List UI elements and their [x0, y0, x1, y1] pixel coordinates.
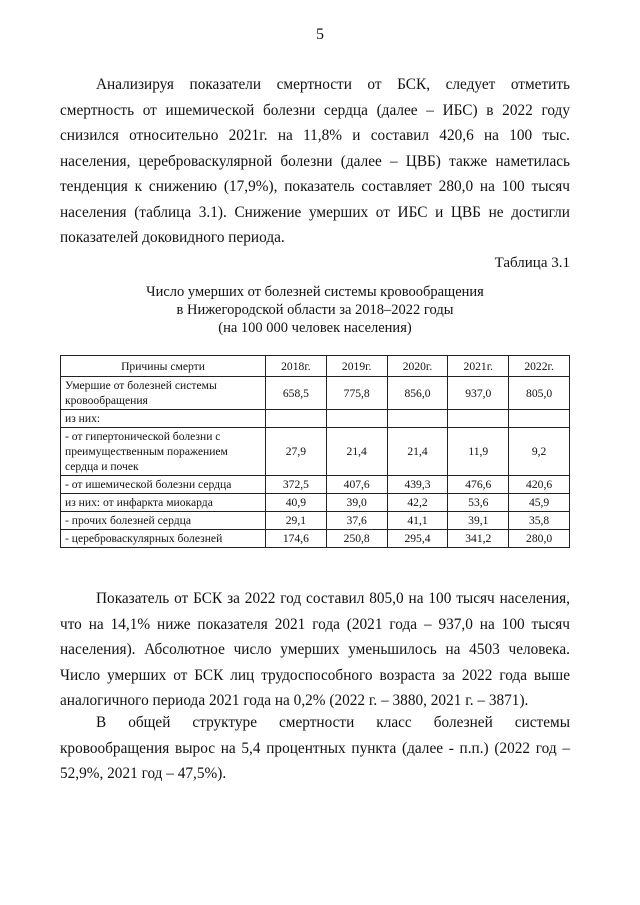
paragraph-structure: В общей структуре смертности класс болезней системы кровообращения вырос на 5,4 процентных пункта (далее - п.п.) (2022 год – 52,9%, 2021 год – 47,5%). — [60, 714, 570, 782]
value-cell — [266, 410, 327, 428]
value-cell: 11,9 — [448, 428, 509, 476]
value-cell: 420,6 — [509, 476, 570, 494]
value-cell: 856,0 — [387, 377, 448, 410]
value-cell — [387, 410, 448, 428]
table-row — [61, 428, 570, 476]
paragraph-intro: Анализируя показатели смертности от БСК, следует отметить смертность от ишемической болезни сердца (далее – ИБС) в 2022 году снизился относительно 2021г. на 11,8% и составил 420,6 на 100 тыс. населения, цереброваскулярной болезни (далее – ЦВБ) также наметилась тенденция к снижению (17,9%), показатель составляет 280,0 на 100 тысяч населения (таблица 3.1). Снижение умерших от ИБС и ЦВБ не достигли показателей доковидного периода. — [60, 76, 570, 246]
column-header: 2018г. — [266, 356, 327, 377]
mortality-table — [60, 355, 570, 548]
table-row — [61, 530, 570, 548]
value-cell: 39,1 — [448, 512, 509, 530]
value-cell — [509, 410, 570, 428]
cause-cell: из них: — [61, 410, 266, 428]
cause-cell: - от ишемической болезни сердца — [61, 476, 266, 494]
value-cell: 439,3 — [387, 476, 448, 494]
column-header: 2021г. — [448, 356, 509, 377]
column-header: 2019г. — [326, 356, 387, 377]
cause-cell: - цереброваскулярных болезней — [61, 530, 266, 548]
table-row — [61, 410, 570, 428]
table-title — [60, 283, 570, 337]
value-cell: 280,0 — [509, 530, 570, 548]
cause-cell: Умершие от болезней системы кровообращения — [61, 377, 266, 410]
table-title-line: (на 100 000 человек населения) — [218, 320, 412, 336]
value-cell — [448, 410, 509, 428]
table-row — [61, 512, 570, 530]
value-cell: 937,0 — [448, 377, 509, 410]
value-cell: 27,9 — [266, 428, 327, 476]
paragraph-bsk-total: Показатель от БСК за 2022 год составил 805,0 на 100 тысяч населения, что на 14,1% ниже показателя 2021 года (2021 года – 937,0 на 100 тысяч населения). Абсолютное число умерших уменьшилось на 4503 человека. Число умерших от БСК лиц трудоспособного возраста за 2022 года выше аналогичного периода 2021 года на 0,2% (2022 г. – 3880, 2021 г. – 3871). — [60, 590, 570, 709]
cause-cell: из них: от инфаркта миокарда — [61, 494, 266, 512]
value-cell: 21,4 — [387, 428, 448, 476]
value-cell: 805,0 — [509, 377, 570, 410]
value-cell: 658,5 — [266, 377, 327, 410]
table-row — [61, 377, 570, 410]
value-cell: 40,9 — [266, 494, 327, 512]
value-cell: 341,2 — [448, 530, 509, 548]
table-row — [61, 476, 570, 494]
cause-cell: - прочих болезней сердца — [61, 512, 266, 530]
value-cell: 174,6 — [266, 530, 327, 548]
value-cell: 41,1 — [387, 512, 448, 530]
value-cell: 35,8 — [509, 512, 570, 530]
value-cell: 21,4 — [326, 428, 387, 476]
value-cell: 29,1 — [266, 512, 327, 530]
value-cell: 775,8 — [326, 377, 387, 410]
page-number: 5 — [316, 26, 324, 43]
value-cell: 9,2 — [509, 428, 570, 476]
column-header: 2022г. — [509, 356, 570, 377]
value-cell: 53,6 — [448, 494, 509, 512]
value-cell: 372,5 — [266, 476, 327, 494]
table-title-line: Число умерших от болезней системы кровообращения — [146, 284, 484, 300]
table-body — [61, 377, 570, 548]
value-cell: 42,2 — [387, 494, 448, 512]
value-cell: 476,6 — [448, 476, 509, 494]
table-title-line: в Нижегородской области за 2018–2022 годы — [176, 302, 454, 318]
value-cell: 37,6 — [326, 512, 387, 530]
table-label: Таблица 3.1 — [494, 255, 570, 271]
value-cell: 39,0 — [326, 494, 387, 512]
table-header-row — [61, 356, 570, 377]
table-row — [61, 494, 570, 512]
value-cell: 250,8 — [326, 530, 387, 548]
column-header: Причины смерти — [61, 356, 266, 377]
value-cell: 45,9 — [509, 494, 570, 512]
value-cell: 295,4 — [387, 530, 448, 548]
cause-cell: - от гипертонической болезни с преимущественным поражением сердца и почек — [61, 428, 266, 476]
value-cell: 407,6 — [326, 476, 387, 494]
column-header: 2020г. — [387, 356, 448, 377]
value-cell — [326, 410, 387, 428]
